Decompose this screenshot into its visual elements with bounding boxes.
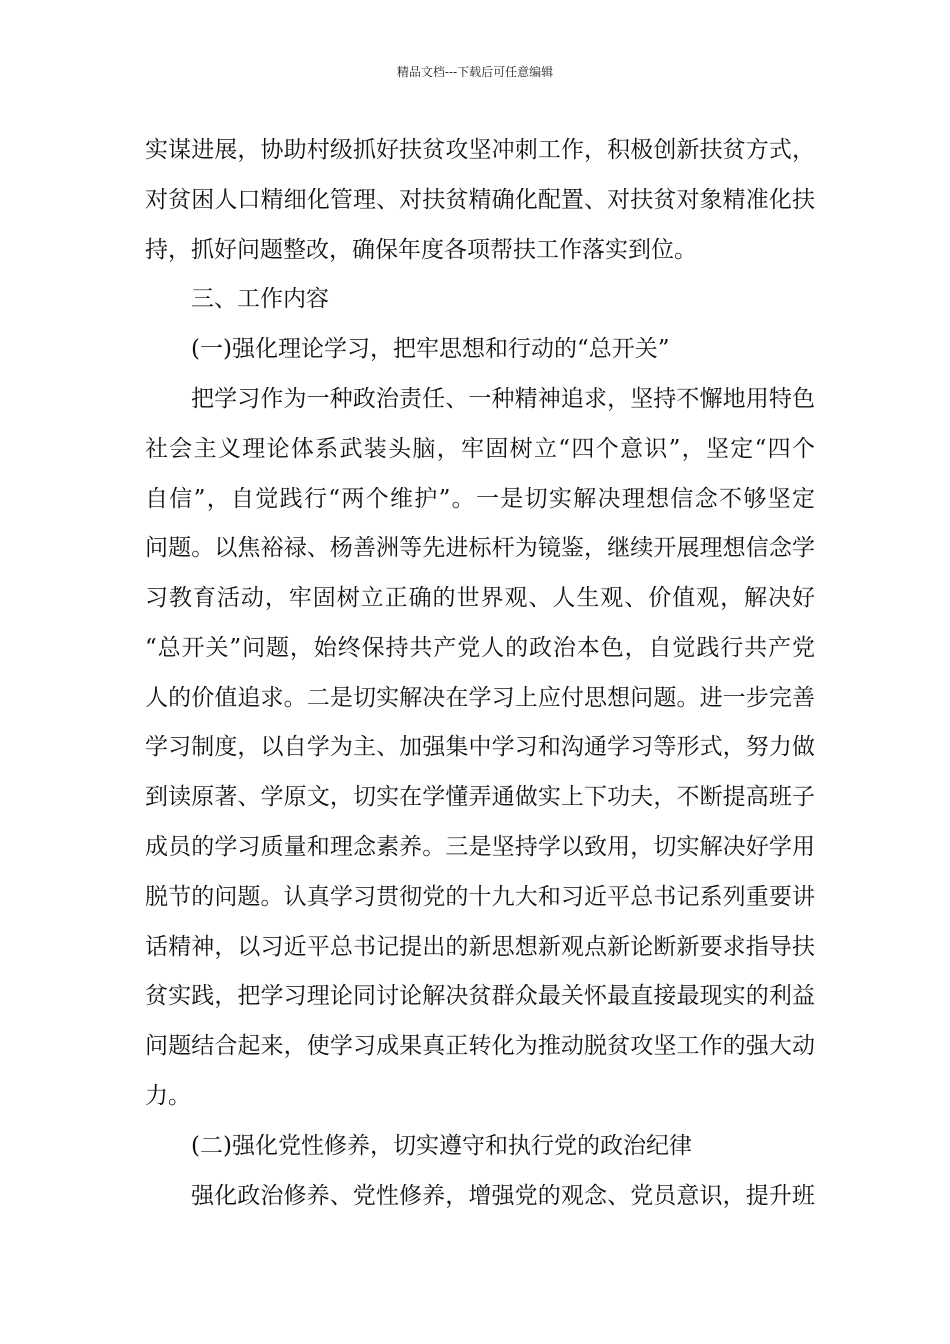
paragraph-line: 社会主义理论体系武装头脑，牢固树立“四个意识”，坚定“四个	[145, 436, 815, 462]
page-header: 精品文档---下载后可任意编辑	[396, 65, 554, 79]
paragraph-line: 力。	[145, 1083, 191, 1109]
paragraph-line: 实谋进展，协助村级抓好扶贫攻坚冲刺工作，积极创新扶贫方式，	[145, 137, 815, 163]
paragraph-line: 话精神，以习近平总书记提出的新思想新观点新论断新要求指导扶	[145, 934, 815, 960]
paragraph-line: 成员的学习质量和理念素养。三是坚持学以致用，切实解决好学用	[145, 834, 815, 860]
paragraph-line: 问题结合起来，使学习成果真正转化为推动脱贫攻坚工作的强大动	[145, 1033, 815, 1059]
paragraph-line: 把学习作为一种政治责任、一种精神追求，坚持不懈地用特色	[191, 386, 815, 412]
paragraph-line: 自信”，自觉践行“两个维护”。一是切实解决理想信念不够坚定	[145, 486, 815, 512]
paragraph-line: 习教育活动，牢固树立正确的世界观、人生观、价值观，解决好	[145, 585, 815, 611]
paragraph-line: 学习制度，以自学为主、加强集中学习和沟通学习等形式，努力做	[145, 734, 815, 760]
subsection-heading: (一)强化理论学习，把牢思想和行动的“总开关”	[191, 336, 670, 362]
subsection-heading: (二)强化党性修养，切实遵守和执行党的政治纪律	[191, 1133, 692, 1159]
paragraph-line: 贫实践，把学习理论同讨论解决贫群众最关怀最直接最现实的利益	[145, 983, 815, 1009]
paragraph-line: 对贫困人口精细化管理、对扶贫精确化配置、对扶贫对象精准化扶	[145, 187, 815, 213]
paragraph-line: “总开关”问题，始终保持共产党人的政治本色，自觉践行共产党	[145, 635, 815, 661]
paragraph-line: 脱节的问题。认真学习贯彻党的十九大和习近平总书记系列重要讲	[145, 884, 815, 910]
paragraph-line: 持，抓好问题整改，确保年度各项帮扶工作落实到位。	[145, 237, 697, 263]
paragraph-line: 人的价值追求。二是切实解决在学习上应付思想问题。进一步完善	[145, 685, 815, 711]
paragraph-line: 问题。以焦裕禄、杨善洲等先进标杆为镜鉴，继续开展理想信念学	[145, 535, 815, 561]
paragraph-line: 强化政治修养、党性修养，增强党的观念、党员意识，提升班	[191, 1183, 815, 1209]
section-heading: 三、工作内容	[191, 286, 329, 312]
paragraph-line: 到读原著、学原文，切实在学懂弄通做实上下功夫，不断提高班子	[145, 784, 815, 810]
